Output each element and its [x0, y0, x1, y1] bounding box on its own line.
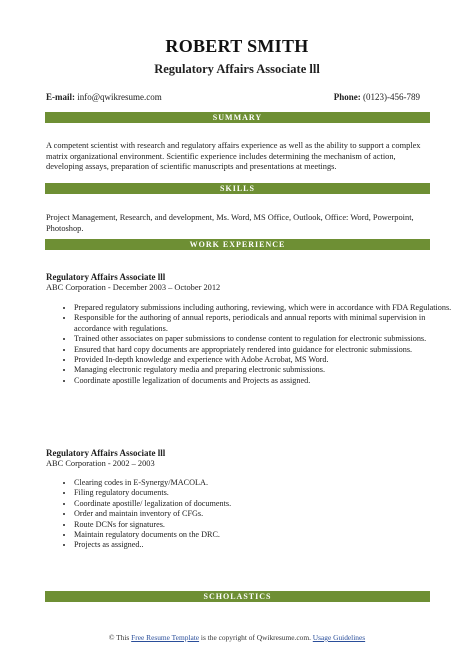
list-item: • Responsible for the authoring of annual reports, periodicals and annual reports with minimal supervision in accordance with regulations. — [74, 313, 454, 334]
email-value[interactable]: info@qwikresume.com — [77, 92, 162, 102]
email-label: E-mail: — [46, 92, 75, 102]
phone-block — [334, 92, 420, 102]
job-2-title: Regulatory Affairs Associate lll — [46, 448, 166, 458]
phone-label: Phone: — [333, 92, 361, 102]
list-item: • Coordinate apostille/ legalization of documents. — [74, 499, 454, 509]
list-item: • Projects as assigned.. — [74, 540, 454, 550]
job-2-bullets — [46, 478, 454, 551]
list-item: • Maintain regulatory documents on the DRC. — [74, 530, 454, 540]
candidate-name: ROBERT SMITH — [165, 36, 309, 56]
job-1-bullets — [46, 303, 454, 386]
list-item: • Coordinate apostille legalization of documents and Projects as assigned. — [74, 376, 454, 386]
phone-value: (0123)-456-789 — [363, 92, 420, 102]
usage-guidelines-link[interactable]: Usage Guidelines — [312, 633, 366, 642]
footer — [0, 633, 474, 642]
list-item: • Provided In-depth knowledge and experience with Adobe Acrobat, MS Word. — [74, 355, 454, 365]
free-resume-template-link[interactable]: Free Resume Template — [131, 633, 200, 642]
job-1-title: Regulatory Affairs Associate lll — [46, 272, 166, 282]
job-2-company-dates: ABC Corporation - 2002 – 2003 — [46, 459, 155, 468]
skills-heading: SKILLS — [45, 183, 430, 194]
list-item: • Clearing codes in E-Synergy/MACOLA. — [74, 478, 454, 488]
list-item: • Prepared regulatory submissions including authoring, reviewing, which were in accordance with FDA Regulations. — [74, 303, 454, 313]
footer-copyright-text: is the copyright of Qwikresume.com. — [199, 633, 313, 642]
list-item: • Route DCNs for signatures. — [74, 520, 454, 530]
job-1-company-dates: ABC Corporation - December 2003 – October 2012 — [46, 283, 221, 292]
footer-prefix: © This — [108, 633, 132, 642]
list-item: • Filing regulatory documents. — [74, 488, 454, 498]
list-item: • Managing electronic regulatory media and preparing electronic submissions. — [74, 365, 454, 375]
list-item: • Ensured that hard copy documents are appropriately rendered into guidance for electronic submissions. — [74, 345, 454, 355]
list-item: • Order and maintain inventory of CFGs. — [74, 509, 454, 519]
list-item: • Trained other associates on paper submissions to condense content to regulation for electronic submissions. — [74, 334, 454, 344]
email-block — [46, 92, 162, 102]
summary-text: A competent scientist with research and regulatory affairs experience as well as the ability to support a complex matrix organizational environment. Scientific experience includes determining the mechanism of action, developing assays, preparation of scientific manuscripts and presentations at meetings. — [46, 141, 421, 172]
work-experience-heading: WORK EXPERIENCE — [45, 239, 430, 250]
contact-row — [46, 92, 420, 102]
skills-text: Project Management, Research, and development, Ms. Word, MS Office, Outlook, Office: Word, Powerpoint, Photoshop. — [46, 213, 414, 233]
summary-heading: SUMMARY — [45, 112, 430, 123]
candidate-title: Regulatory Affairs Associate lll — [154, 62, 320, 76]
scholastics-heading: SCHOLASTICS — [45, 591, 430, 602]
